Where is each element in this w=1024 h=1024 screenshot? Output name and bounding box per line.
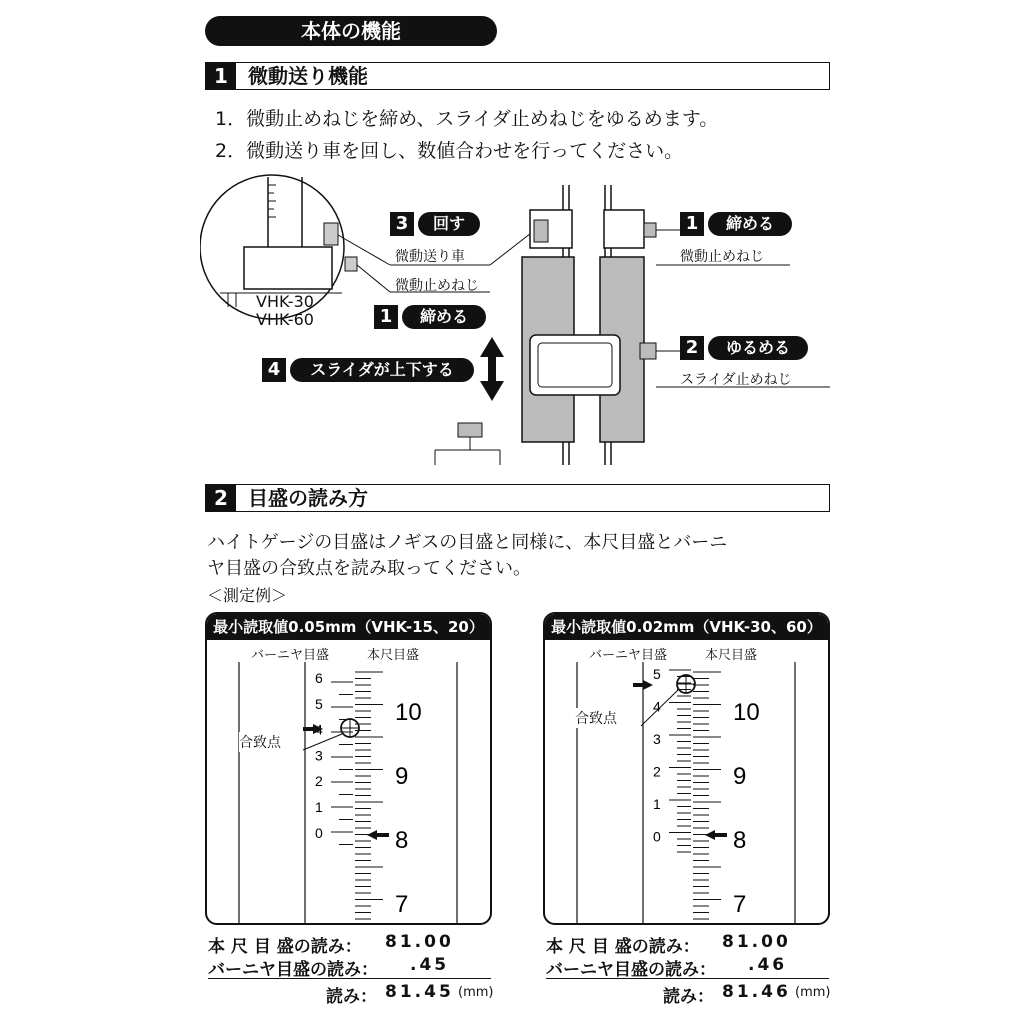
callout-4-number: 4	[262, 358, 286, 382]
callout-2-action: ゆるめる	[708, 336, 808, 360]
step-1-text: 1．微動止めねじを締め、スライダ止めねじをゆるめます。	[215, 108, 719, 130]
main-scale-number: 7	[395, 891, 409, 918]
vernier-scale-graphic	[207, 662, 490, 925]
example-label: ＜測定例＞	[207, 586, 288, 605]
main-scale-number: 7	[733, 891, 747, 918]
arrow-left-icon	[377, 833, 389, 837]
inset-model-1: VHK-30	[256, 292, 314, 311]
arrow-left-icon	[705, 830, 715, 840]
main-scale-number: 10	[395, 699, 422, 726]
vernier-panel-002	[543, 612, 830, 925]
section-1-number: 1	[206, 63, 236, 89]
reading-unit: (mm)	[795, 985, 831, 1000]
main-scale-number: 10	[733, 699, 760, 726]
vernier-number: 0	[653, 828, 661, 845]
arrow-right-icon	[643, 680, 653, 690]
reading-vernier-value: .45	[410, 955, 450, 975]
match-point-label: 合致点	[575, 708, 617, 728]
main-scale-label: 本尺目盛	[705, 648, 758, 663]
vernier-number: 3	[653, 731, 661, 747]
vernier-number: 5	[653, 666, 661, 682]
reading-total-value: 81.46	[722, 982, 791, 1002]
callout-3-number: 3	[390, 212, 414, 236]
reading-total-label: 読み：	[326, 987, 377, 1007]
reading-divider	[208, 978, 491, 979]
reading-main-value: 81.00	[722, 932, 791, 952]
main-scale-number: 8	[733, 827, 747, 854]
reading-main-label: 本 尺 目 盛の読み：	[208, 937, 362, 957]
page-title: 本体の機能	[205, 16, 497, 46]
vernier-number: 5	[315, 695, 323, 712]
arrow-left-icon	[715, 833, 727, 837]
section-2-paragraph-line-1: ハイトゲージの目盛はノギスの目盛と同様に、本尺目盛とバーニ	[207, 532, 728, 553]
vernier-number: 4	[653, 698, 661, 715]
fine-feed-wheel-label: 微動送り車	[395, 249, 465, 265]
slider-lock-screw-label: スライダ止めねじ	[680, 372, 792, 388]
main-scale-number: 8	[395, 827, 409, 854]
vernier-number: 2	[653, 763, 661, 780]
vernier-panel-005	[205, 612, 492, 925]
vernier-number: 2	[315, 773, 323, 790]
callout-1a-action: 締める	[402, 305, 486, 329]
reading-unit: (mm)	[458, 985, 494, 1000]
arrow-right-icon	[303, 727, 313, 731]
reading-vernier-label: バーニヤ目盛の読み：	[208, 960, 378, 980]
callout-1b-action: 締める	[708, 212, 792, 236]
up-down-arrow-icon	[480, 337, 504, 401]
fine-lock-screw-label-right: 微動止めねじ	[680, 249, 764, 265]
arrow-left-icon	[367, 830, 377, 840]
panel-title: 最小読取値0.02mm（VHK-30、60）	[545, 614, 828, 640]
section-2-paragraph-line-2: ヤ目盛の合致点を読み取ってください。	[207, 558, 531, 579]
step-2-text: 2．微動送り車を回し、数値合わせを行ってください。	[215, 140, 684, 162]
vernier-number: 0	[315, 824, 323, 841]
vernier-scale-label: バーニヤ目盛	[589, 648, 668, 663]
callout-1a-number: 1	[374, 305, 398, 329]
callout-4-action: スライダが上下する	[290, 358, 474, 382]
section-1-header	[205, 62, 830, 90]
callout-2-number: 2	[680, 336, 704, 360]
vernier-scale-label: バーニヤ目盛	[251, 648, 330, 663]
match-leader-line	[641, 690, 678, 726]
callout-1b-number: 1	[680, 212, 704, 236]
main-scale-number: 9	[395, 763, 409, 790]
section-2-title: 目盛の読み方	[248, 486, 368, 510]
vernier-number: 1	[653, 796, 661, 812]
fine-lock-screw-label: 微動止めねじ	[395, 278, 479, 294]
reading-total-label: 読み：	[663, 987, 714, 1007]
vernier-number: 1	[315, 799, 323, 815]
inset-model-2: VHK-60	[256, 310, 314, 329]
reading-main-value: 81.00	[385, 932, 454, 952]
panel-title: 最小読取値0.05mm（VHK-15、20）	[207, 614, 490, 640]
reading-total-value: 81.45	[385, 982, 454, 1002]
reading-divider	[546, 978, 829, 979]
callout-3-action: 回す	[418, 212, 480, 236]
reading-main-label: 本 尺 目 盛の読み：	[546, 937, 700, 957]
vernier-number: 6	[315, 670, 323, 686]
main-scale-number: 9	[733, 763, 747, 790]
reading-vernier-value: .46	[748, 955, 788, 975]
arrow-right-icon	[633, 683, 643, 687]
main-scale-label: 本尺目盛	[367, 648, 420, 663]
vernier-scale-graphic	[545, 662, 828, 925]
section-1-title: 微動送り機能	[248, 64, 368, 88]
section-2-header	[205, 484, 830, 512]
match-point-label: 合致点	[239, 732, 281, 752]
section-2-number: 2	[206, 485, 236, 511]
vernier-number: 3	[315, 747, 323, 764]
reading-vernier-label: バーニヤ目盛の読み：	[546, 960, 716, 980]
